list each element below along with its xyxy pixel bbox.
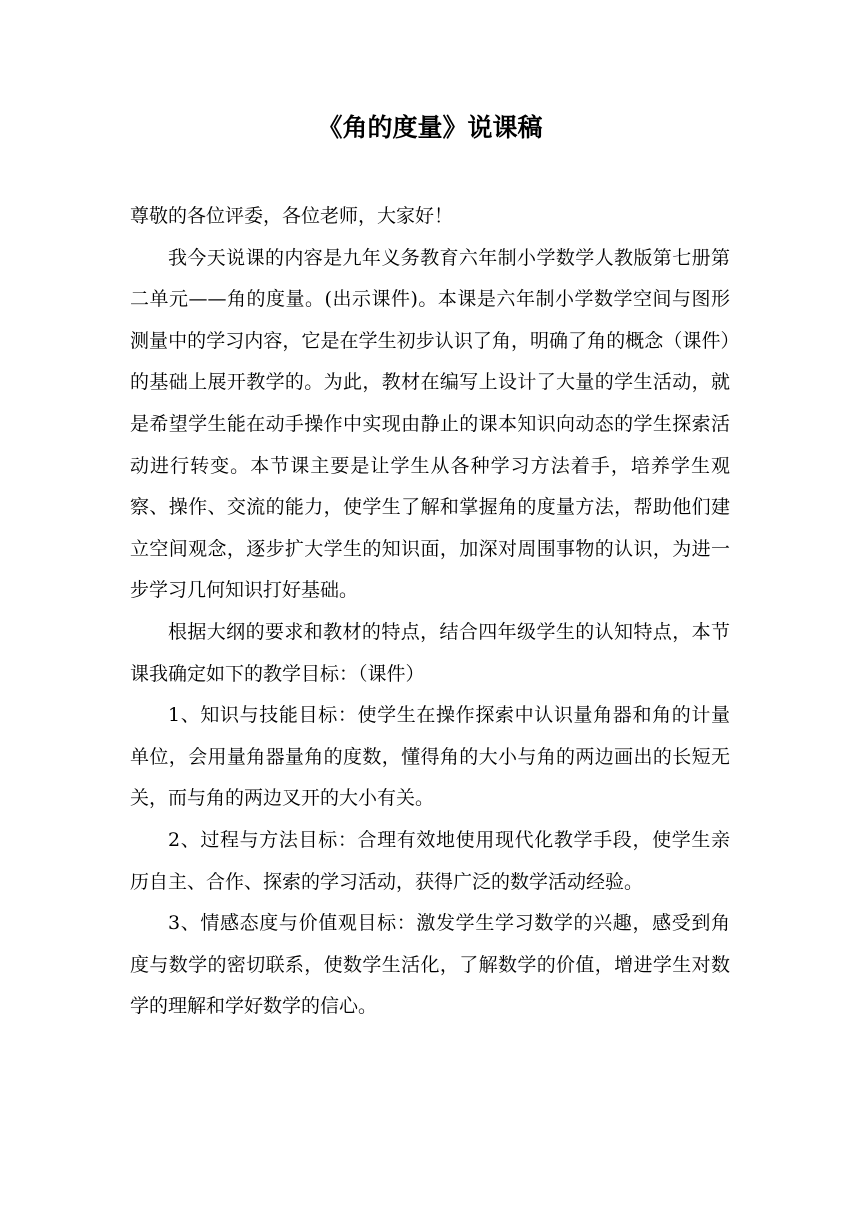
- greeting-paragraph: 尊敬的各位评委，各位老师，大家好！: [130, 205, 454, 227]
- process-method-objective-paragraph: 2、过程与方法目标：合理有效地使用现代化教学手段，使学生亲历自主、合作、探索的学习活动，获得广泛的数学活动经验。: [130, 828, 730, 893]
- knowledge-skill-objective-paragraph: 1、知识与技能目标：使学生在操作探索中认识量角器和角的计量单位，会用量角器量角的度数，懂得角的大小与角的两边画出的长短无关，而与角的两边叉开的大小有关。: [130, 704, 730, 810]
- content-introduction-paragraph: 我今天说课的内容是九年义务教育六年制小学数学人教版第七册第二单元——角的度量。(出示课件)。本课是六年制小学数学空间与图形测量中的学习内容，它是在学生初步认识了角，明确了角的概念（课件）的基础上展开教学的。为此，教材在编写上设计了大量的学生活动，就是希望学生能在动手操作中实现由静止的课本知识向动态的学生探索活动进行转变。本节课主要是让学生从各种学习方法着手，培养学生观察、操作、交流的能力，使学生了解和掌握角的度量方法，帮助他们建立空间观念，逐步扩大学生的知识面，加深对周围事物的认识，为进一步学习几何知识打好基础。: [130, 246, 730, 602]
- teaching-objectives-intro-paragraph: 根据大纲的要求和教材的特点，结合四年级学生的认知特点，本节课我确定如下的教学目标：（课件）: [130, 620, 730, 685]
- emotion-value-objective-paragraph: 3、情感态度与价值观目标：激发学生学习数学的兴趣，感受到角度与数学的密切联系，使数学生活化，了解数学的价值，增进学生对数学的理解和学好数学的信心。: [130, 912, 730, 1018]
- document-body: [130, 196, 730, 1028]
- document-title: 《角的度量》说课稿: [317, 113, 543, 142]
